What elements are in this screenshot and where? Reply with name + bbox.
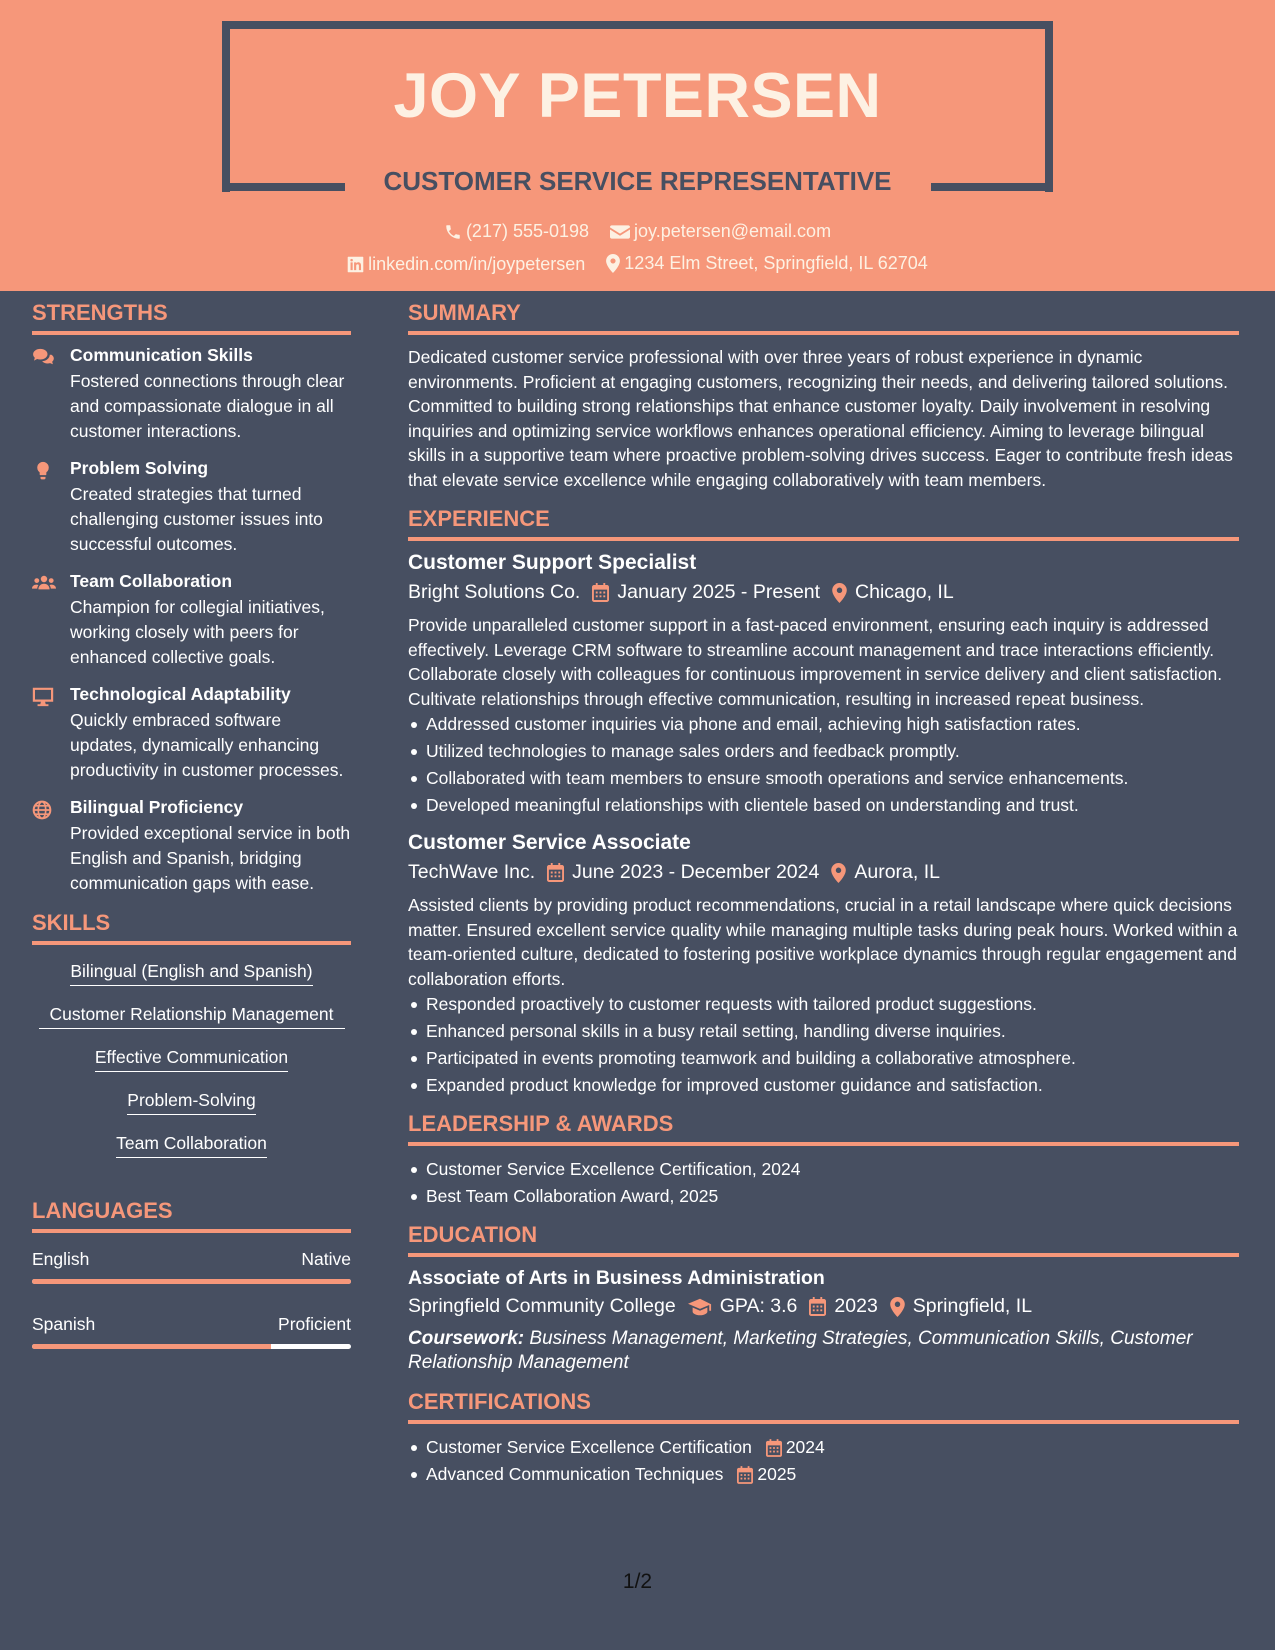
users-icon bbox=[32, 574, 56, 592]
strength-desc: Fostered connections through clear and compassionate dialogue in all customer interactions. bbox=[70, 371, 345, 441]
certification-item bbox=[408, 1434, 1239, 1461]
job-dates: June 2023 - December 2024 bbox=[572, 861, 820, 883]
job-company: TechWave Inc. bbox=[408, 861, 536, 883]
skill-tag bbox=[32, 1131, 351, 1158]
candidate-role: CUSTOMER SERVICE REPRESENTATIVE bbox=[383, 166, 892, 196]
page-number: 1/2 bbox=[622, 1570, 653, 1593]
certifications-heading: CERTIFICATIONS bbox=[408, 1389, 1239, 1424]
strength-desc: Provided exceptional service in both English and Spanish, bridging communication gaps with ease. bbox=[70, 823, 351, 893]
skill-label: Effective Communication bbox=[95, 1045, 288, 1072]
job-bullet: Enhanced personal skills in a busy retail setting, handling diverse inquiries. bbox=[408, 1018, 1239, 1045]
leadership-heading: LEADERSHIP & AWARDS bbox=[408, 1111, 1239, 1146]
education-year: 2023 bbox=[834, 1295, 878, 1317]
calendar-icon bbox=[766, 1439, 782, 1457]
job-bullet: Addressed customer inquiries via phone and email, achieving high satisfaction rates. bbox=[408, 711, 1239, 738]
coursework bbox=[408, 1327, 1239, 1375]
job-company: Bright Solutions Co. bbox=[408, 581, 581, 603]
strength-title: Problem Solving bbox=[70, 458, 209, 478]
job-location: Chicago, IL bbox=[855, 581, 954, 603]
phone-icon bbox=[444, 223, 462, 241]
job-bullet: Collaborated with team members to ensure smooth operations and service enhancements. bbox=[408, 765, 1239, 792]
coursework-text: Business Management, Marketing Strategies, Communication Skills, Customer Relationship Management bbox=[408, 1328, 1193, 1373]
language-level-fill bbox=[32, 1279, 351, 1284]
linkedin-contact[interactable] bbox=[347, 254, 585, 275]
job-bullet: Responded proactively to customer requests with tailored product suggestions. bbox=[408, 991, 1239, 1018]
lightbulb-icon bbox=[32, 461, 54, 481]
map-marker-icon bbox=[831, 863, 846, 883]
experience-heading: EXPERIENCE bbox=[408, 506, 1239, 541]
summary-text: Dedicated customer service professional with over three years of robust experience in dynamic environments. Proficient at engaging customers, recognizing their needs, and delivering tailored solutions. Committed to building strong relationships that enhance customer loyalty. Daily involvement in resolving inquiries and optimizing service workflows enhances operational efficiency. Aiming to leverage bilingual skills in a supportive team where proactive problem-solving drives success. Eager to contribute fresh ideas that elevate service excellence while engaging collaboratively with team members. bbox=[408, 347, 1233, 490]
graduation-cap-icon bbox=[688, 1298, 712, 1316]
strength-title: Communication Skills bbox=[70, 345, 253, 365]
language-level: Native bbox=[301, 1249, 351, 1269]
strength-title: Bilingual Proficiency bbox=[70, 797, 244, 817]
job-title: Customer Support Specialist bbox=[408, 551, 697, 574]
skill-label: Team Collaboration bbox=[116, 1131, 267, 1158]
candidate-name: JOY PETERSEN bbox=[393, 61, 882, 131]
education-location: Springfield, IL bbox=[912, 1295, 1033, 1317]
envelope-icon bbox=[610, 223, 630, 241]
resume-header bbox=[0, 0, 1275, 291]
education-heading: EDUCATION bbox=[408, 1222, 1239, 1257]
job-location: Aurora, IL bbox=[854, 861, 940, 883]
contact-row-2 bbox=[0, 253, 1275, 278]
job-bullet: Participated in events promoting teamwork and building a collaborative atmosphere. bbox=[408, 1045, 1239, 1072]
job-meta bbox=[408, 581, 1239, 604]
language-level-fill bbox=[32, 1344, 271, 1349]
degree-title: Associate of Arts in Business Administration bbox=[408, 1267, 825, 1289]
left-column bbox=[32, 300, 351, 1379]
leadership-list bbox=[408, 1156, 1239, 1210]
strength-title: Technological Adaptability bbox=[70, 684, 291, 704]
certification-name: Advanced Communication Techniques bbox=[426, 1464, 724, 1484]
certification-item bbox=[408, 1461, 1239, 1488]
certification-year: 2024 bbox=[785, 1437, 825, 1457]
job-entry bbox=[408, 551, 1239, 819]
strength-item bbox=[32, 458, 351, 557]
map-marker-icon bbox=[606, 254, 620, 273]
skill-tag bbox=[32, 1045, 351, 1072]
email-contact[interactable] bbox=[610, 221, 831, 242]
calendar-icon bbox=[592, 583, 609, 602]
job-bullet: Utilized technologies to manage sales orders and feedback promptly. bbox=[408, 738, 1239, 765]
map-marker-icon bbox=[832, 583, 847, 603]
job-description: Provide unparalleled customer support in a fast-paced environment, ensuring each inquiry is addressed effectively. Leverage CRM software to streamline account management and trace interactions efficiently. Collaborate closely with colleagues for continuous improvement in service delivery and client satisfaction. Cultivate relationships through effective communication, resulting in increased repeat business. bbox=[408, 615, 1223, 709]
calendar-icon bbox=[547, 863, 564, 882]
skill-tag bbox=[32, 1002, 351, 1029]
job-bullet: Developed meaningful relationships with clientele based on understanding and trust. bbox=[408, 792, 1239, 819]
job-bullet: Expanded product knowledge for improved customer guidance and satisfaction. bbox=[408, 1072, 1239, 1099]
email-text: joy.petersen@email.com bbox=[634, 221, 832, 241]
map-marker-icon bbox=[890, 1297, 905, 1317]
strengths-heading: STRENGTHS bbox=[32, 300, 351, 335]
contact-row-1 bbox=[0, 221, 1275, 246]
job-title: Customer Service Associate bbox=[408, 831, 691, 854]
desktop-icon bbox=[32, 687, 54, 707]
certification-name: Customer Service Excellence Certification bbox=[426, 1437, 752, 1457]
address-text: 1234 Elm Street, Springfield, IL 62704 bbox=[624, 253, 928, 273]
skill-tag bbox=[32, 1088, 351, 1115]
skill-tag bbox=[32, 959, 351, 986]
strength-item bbox=[32, 684, 351, 783]
language-name: Spanish bbox=[32, 1314, 96, 1334]
job-meta bbox=[408, 861, 1239, 884]
gpa: GPA: 3.6 bbox=[719, 1295, 798, 1317]
leadership-item: Customer Service Excellence Certification, 2024 bbox=[408, 1156, 1239, 1183]
education-meta bbox=[408, 1295, 1239, 1318]
strength-item bbox=[32, 571, 351, 670]
strength-desc: Champion for collegial initiatives, working closely with peers for enhanced collective goals. bbox=[70, 597, 325, 667]
language-level-bar bbox=[32, 1344, 351, 1349]
job-bullets bbox=[408, 711, 1239, 819]
language-level: Proficient bbox=[278, 1314, 351, 1334]
strength-desc: Quickly embraced software updates, dynamically enhancing productivity in customer processes. bbox=[70, 710, 344, 780]
job-entry bbox=[408, 831, 1239, 1099]
comments-icon bbox=[32, 348, 54, 366]
linkedin-text: linkedin.com/in/joypetersen bbox=[368, 254, 586, 274]
strength-item bbox=[32, 797, 351, 896]
language-item bbox=[32, 1249, 351, 1284]
right-column bbox=[408, 300, 1239, 1500]
language-name: English bbox=[32, 1249, 90, 1269]
coursework-label: Coursework: bbox=[408, 1328, 525, 1349]
calendar-icon bbox=[809, 1297, 826, 1316]
skill-label: Problem-Solving bbox=[127, 1088, 255, 1115]
certifications-list bbox=[408, 1434, 1239, 1488]
leadership-item: Best Team Collaboration Award, 2025 bbox=[408, 1183, 1239, 1210]
job-bullets bbox=[408, 991, 1239, 1099]
strength-desc: Created strategies that turned challenging customer issues into successful outcomes. bbox=[70, 484, 323, 554]
school-name: Springfield Community College bbox=[408, 1295, 676, 1317]
language-item bbox=[32, 1314, 351, 1349]
address-contact bbox=[606, 253, 928, 274]
strength-title: Team Collaboration bbox=[70, 571, 233, 591]
linkedin-icon bbox=[347, 256, 364, 273]
job-dates: January 2025 - Present bbox=[617, 581, 821, 603]
skill-label: Bilingual (English and Spanish) bbox=[70, 959, 312, 986]
skills-heading: SKILLS bbox=[32, 910, 351, 945]
skill-label: Customer Relationship Management bbox=[39, 1002, 345, 1029]
calendar-icon bbox=[737, 1466, 753, 1484]
strength-item bbox=[32, 345, 351, 444]
phone-contact[interactable] bbox=[444, 221, 589, 242]
summary-heading: SUMMARY bbox=[408, 300, 1239, 335]
globe-icon bbox=[32, 800, 52, 820]
phone-text: (217) 555-0198 bbox=[465, 221, 590, 241]
job-description: Assisted clients by providing product recommendations, crucial in a retail landscape where quick decisions matter. Ensured excellent service quality while managing multiple tasks during peak hours. Worked within a team-oriented culture, dedicated to fostering positive workplace dynamics through regular engagement and collaboration efforts. bbox=[408, 895, 1238, 989]
certification-year: 2025 bbox=[757, 1464, 797, 1484]
languages-heading: LANGUAGES bbox=[32, 1198, 351, 1233]
language-level-bar bbox=[32, 1279, 351, 1284]
